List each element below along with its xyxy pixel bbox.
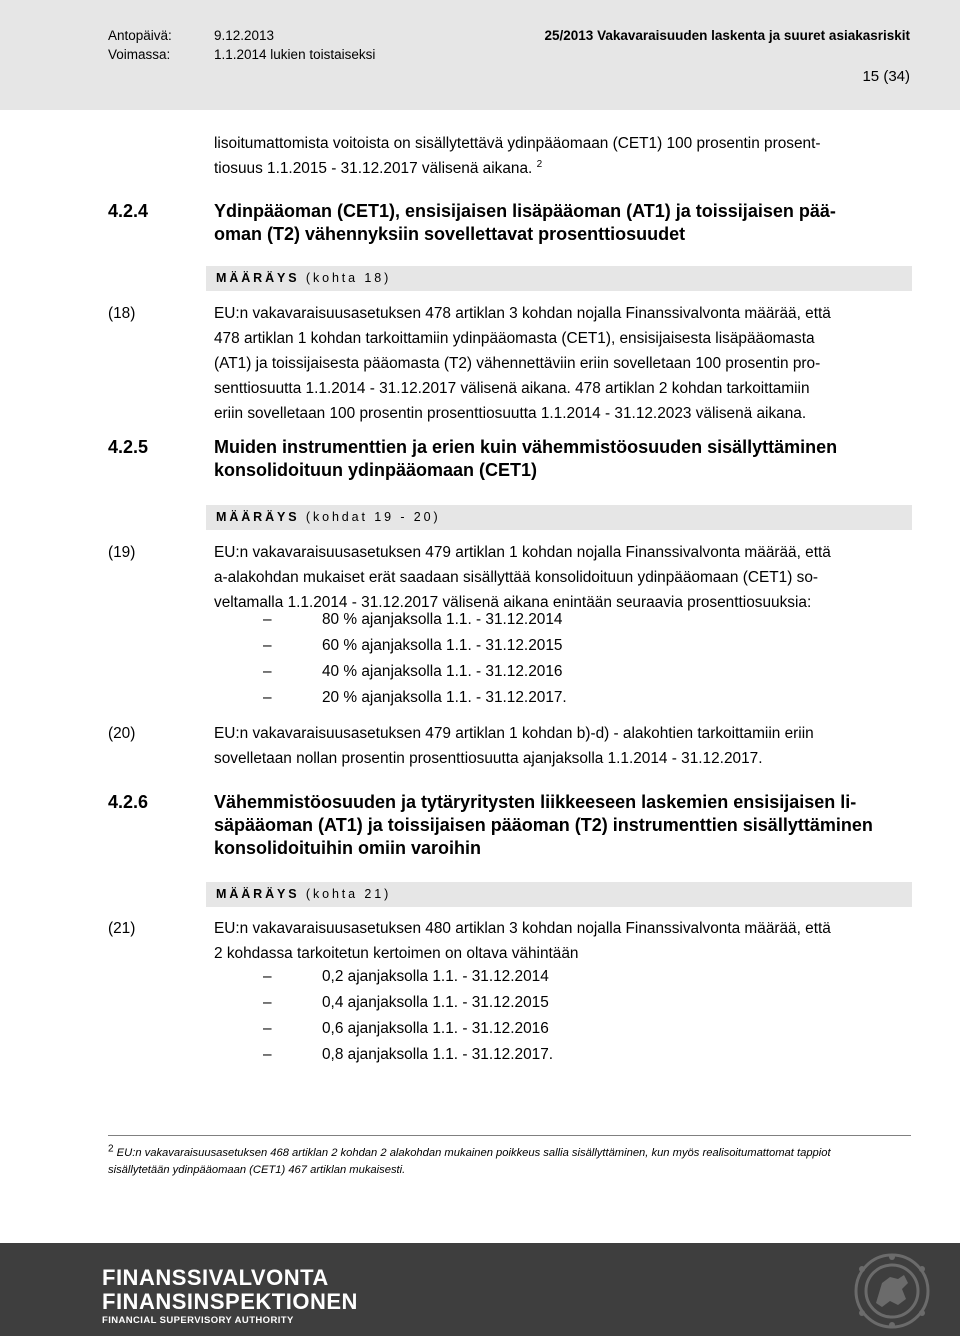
item-number-21: (21) [108, 920, 136, 937]
section-title-425: Muiden instrumenttien ja erien kuin vähemmistöosuuden sisällyttäminen konsolidoituun ydinpääomaan (CET1) [214, 437, 838, 480]
intro-line-1: lisoitumattomista voitoista on sisällytettävä ydinpääomaan (CET1) 100 prosentin prosent- [214, 135, 821, 152]
voimassa-value: 1.1.2014 lukien toistaiseksi [214, 47, 376, 62]
antopaiva-label: Antopäivä: [108, 28, 172, 43]
section-number-424: 4.2.4 [108, 201, 149, 221]
logo-finansinspektionen: FINANSINSPEKTIONEN [102, 1289, 358, 1314]
lion-emblem-icon [832, 1249, 952, 1333]
logo-fsa: FINANCIAL SUPERVISORY AUTHORITY [102, 1315, 294, 1326]
section-number-426: 4.2.6 [108, 792, 149, 812]
list-item: – 0,2 ajanjaksolla 1.1. - 31.12.2014 [263, 968, 549, 985]
item-text-19: EU:n vakavaraisuusasetuksen 479 artiklan 1 kohdan nojalla Finanssivalvonta määrää, että a-alakohdan mukaiset erät saadaan sisällyttää konsolidoituun ydinpääomaan (CET1) so- veltamalla 1.1.2014 - 31.12.2017 välisenä aikana enintään seuraavia prosenttiosuuksia: [214, 544, 831, 611]
voimassa-label: Voimassa: [108, 47, 171, 62]
footnote-marker: 2 [108, 1143, 114, 1155]
page-number: 15 (34) [862, 68, 910, 85]
footnote-ref[interactable]: 2 [536, 158, 543, 170]
logo-finanssivalvonta: FINANSSIVALVONTA [102, 1265, 329, 1290]
maarays-bar-19-20: MÄÄRÄYS (kohdat 19 - 20) [206, 505, 912, 530]
item-text-18: EU:n vakavaraisuusasetuksen 478 artiklan 3 kohdan nojalla Finanssivalvonta määrää, että 478 artiklan 1 kohdan tarkoittamiin ydinpääomasta (CET1), ensisijaisesta lisäpääomasta (AT1) ja toissijaisesta pääomasta (T2) vähennettäviin eriin sovelletaan 100 prosentin pro- senttiosuutta 1.1.2014 - 31.12.2017 välisenä aikana. 478 artiklan 2 kohdan tarkoittamiin eriin sovelletaan 100 prosentin prosenttiosuutta 1.1.2014 - 31.12.2023 välisenä aikana. [214, 305, 831, 422]
item-text-20: EU:n vakavaraisuusasetuksen 479 artiklan 1 kohdan b)-d) - alakohtien tarkoittamiin eriin sovelletaan nollan prosentin prosenttiosuutta ajanjaksolla 1.1.2014 - 31.12.2017. [214, 725, 814, 767]
footnote: 2 EU:n vakavaraisuusasetuksen 468 artiklan 2 kohdan 2 alakohdan mukainen poikkeus sallia sisällyttäminen, kun myös realisoitumattomat tappiot sisällytetään ydinpääomaan (CET1) 467 artiklan mukaisesti. [108, 1143, 831, 1176]
item-number-19: (19) [108, 544, 136, 561]
page-header [0, 0, 960, 110]
list-item: – 80 % ajanjaksolla 1.1. - 31.12.2014 [263, 611, 563, 628]
intro-line-2: tiosuus 1.1.2015 - 31.12.2017 välisenä aikana. $^2$ [214, 158, 543, 177]
maarays-bar-21: MÄÄRÄYS (kohta 21) [206, 882, 912, 907]
antopaiva-value: 9.12.2013 [214, 28, 275, 43]
list-item: – 60 % ajanjaksolla 1.1. - 31.12.2015 [263, 637, 563, 654]
list-item: – 20 % ajanjaksolla 1.1. - 31.12.2017. [263, 689, 567, 706]
footnote-divider [108, 1135, 911, 1136]
section-title-424: Ydinpääoman (CET1), ensisijaisen lisäpääoman (AT1) ja toissijaisen pää- oman (T2) vähennyksiin sovellettavat prosenttiosuudet [214, 201, 836, 244]
item-number-20: (20) [108, 725, 136, 742]
page-footer [0, 1243, 960, 1336]
document-title: 25/2013 Vakavaraisuuden laskenta ja suuret asiakasriskit [544, 28, 910, 43]
section-title-426: Vähemmistöosuuden ja tytäryritysten liikkeeseen laskemien ensisijaisen li- säpääoman (AT1) ja toissijaisen pääoman (T2) instrumenttien sisällyttäminen konsolidoituihin omiin varoihin [214, 792, 873, 858]
list-item: – 0,6 ajanjaksolla 1.1. - 31.12.2016 [263, 1020, 549, 1037]
item-text-21: EU:n vakavaraisuusasetuksen 480 artiklan 3 kohdan nojalla Finanssivalvonta määrää, että 2 kohdassa tarkoitetun kertoimen on oltava vähintään [214, 920, 831, 962]
intro-paragraph [214, 131, 914, 181]
section-number-425: 4.2.5 [108, 437, 149, 457]
item-number-18: (18) [108, 305, 136, 322]
list-item: – 0,4 ajanjaksolla 1.1. - 31.12.2015 [263, 994, 549, 1011]
maarays-bar-18: MÄÄRÄYS (kohta 18) [206, 266, 912, 291]
list-item: – 0,8 ajanjaksolla 1.1. - 31.12.2017. [263, 1046, 554, 1063]
list-item: – 40 % ajanjaksolla 1.1. - 31.12.2016 [263, 663, 563, 680]
